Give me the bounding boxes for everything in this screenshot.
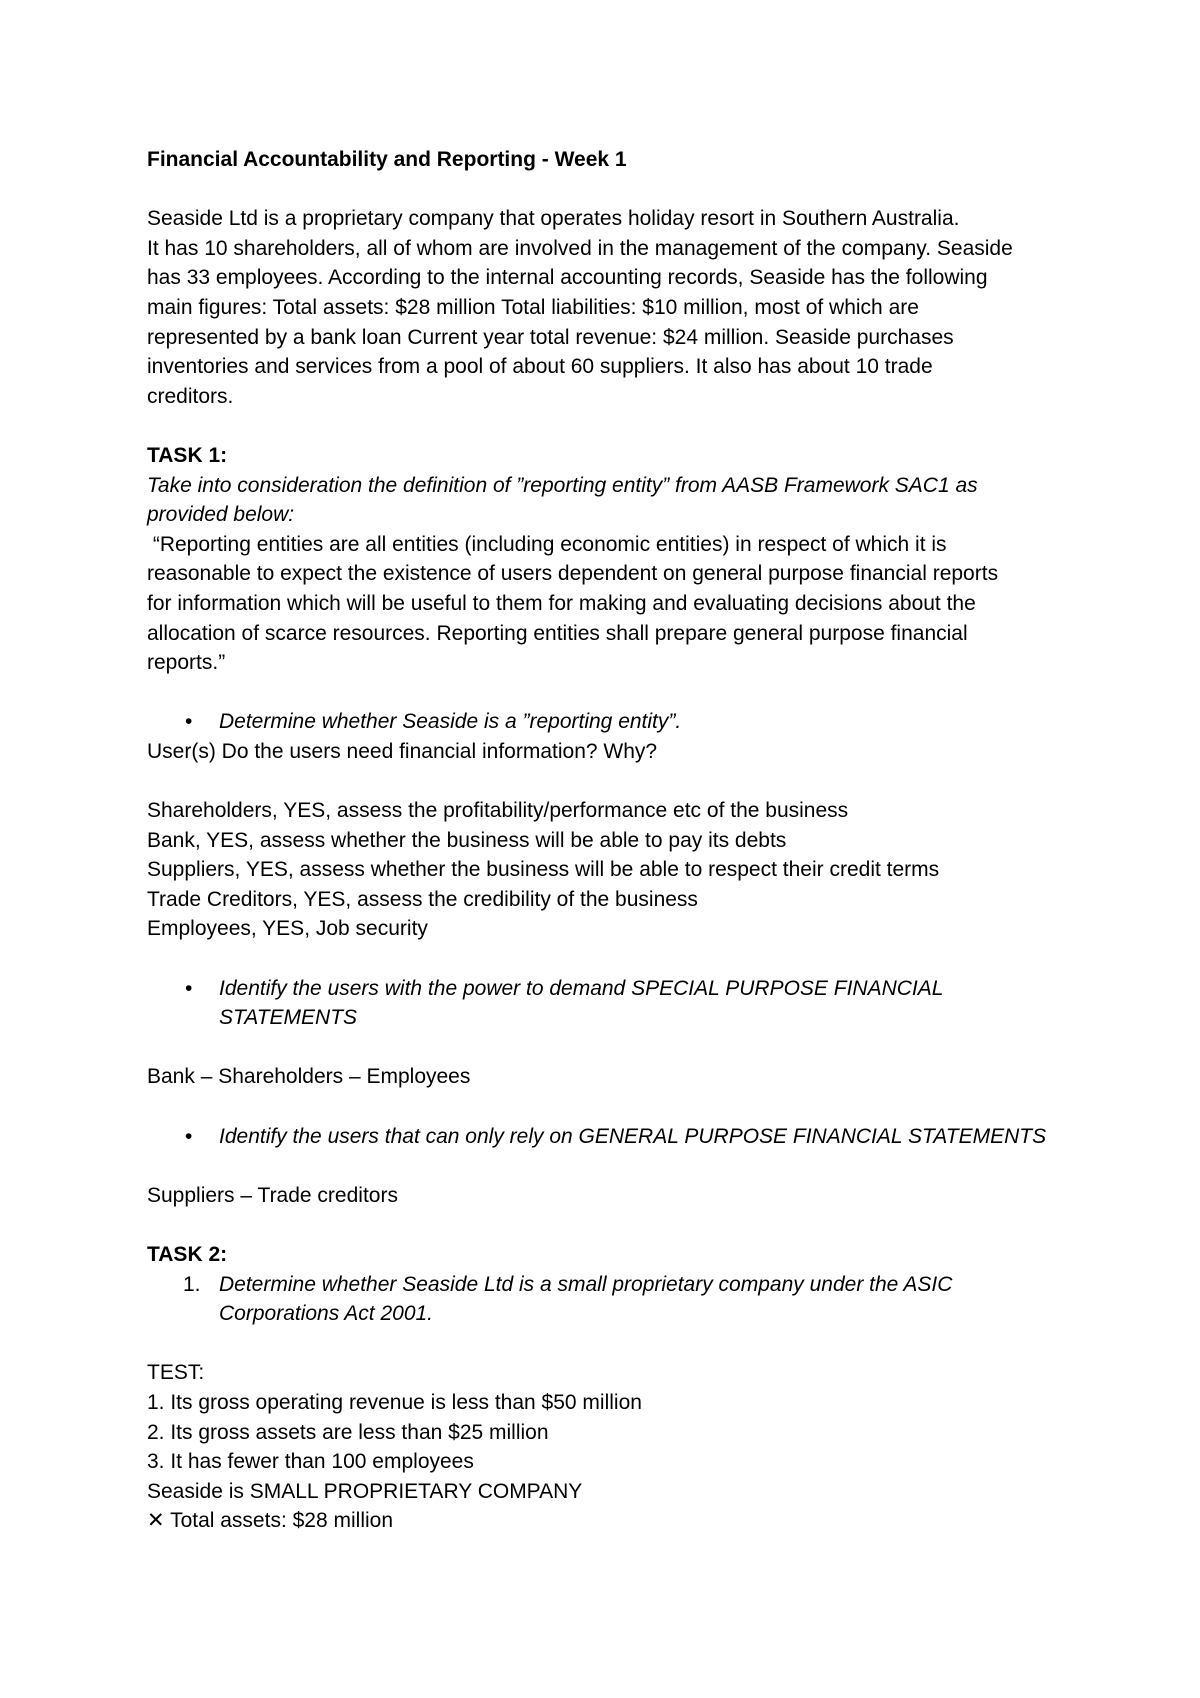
document-title: Financial Accountability and Reporting - Week 1 [147, 148, 627, 171]
quote-line: allocation of scarce resources. Reporting entities shall prepare general purpose financial [147, 621, 968, 645]
general-purpose-answer: Suppliers – Trade creditors [147, 1183, 398, 1207]
spacer [147, 1151, 1087, 1181]
task1-heading: TASK 1: [147, 443, 228, 467]
intro-line: has 33 employees. According to the internal accounting records, Seaside has the following [147, 266, 988, 290]
spacer [147, 1033, 1087, 1063]
bullet-icon: • [185, 976, 193, 1000]
numbered-item-line: Corporations Act 2001. [219, 1302, 434, 1326]
users-list [147, 796, 1087, 944]
quote-line: for information which will be useful to them for making and evaluating decisions about the [147, 591, 976, 615]
spacer [147, 678, 1087, 708]
spacer [147, 175, 1087, 205]
cross-icon: ✕ [147, 1509, 165, 1533]
test-list-item: 1. Its gross operating revenue is less than $50 million [147, 1390, 642, 1414]
bullet-item-reporting-entity [147, 707, 1087, 737]
bullet-text-line: STATEMENTS [219, 1006, 358, 1030]
intro-paragraph [147, 204, 1087, 411]
instruction-line: Take into consideration the definition of ”reporting entity” from AASB Framework SAC1 as [147, 473, 978, 497]
users-list-item: Bank, YES, assess whether the business will be able to pay its debts [147, 828, 787, 852]
users-list-item: Shareholders, YES, assess the profitability/performance etc of the business [147, 799, 849, 823]
task2-heading: TASK 2: [147, 1242, 228, 1266]
quote-line: reports.” [147, 651, 226, 675]
bullet-item-special-purpose [147, 974, 1087, 1033]
test-list [147, 1388, 1087, 1477]
intro-line: creditors. [147, 384, 234, 408]
bullet-text [219, 974, 1087, 1033]
bullet-icon: • [185, 710, 193, 734]
numbered-item-text [219, 1270, 1087, 1329]
spacer [147, 944, 1087, 974]
bullet-text: Determine whether Seaside is a ”reporting entity”. [219, 710, 682, 734]
users-list-item: Employees, YES, Job security [147, 917, 428, 941]
item-number: 1. [183, 1272, 201, 1296]
bullet-item-general-purpose [147, 1122, 1087, 1152]
spacer [147, 766, 1087, 796]
users-header: User(s) Do the users need financial information? Why? [147, 739, 658, 763]
spacer [147, 1329, 1087, 1359]
intro-line: inventories and services from a pool of about 60 suppliers. It also has about 10 trade [147, 355, 933, 379]
bullet-text: Identify the users that can only rely on GENERAL PURPOSE FINANCIAL STATEMENTS [219, 1124, 1047, 1148]
numbered-item-line: Determine whether Seaside Ltd is a small proprietary company under the ASIC [219, 1272, 953, 1296]
document-page [147, 145, 1087, 1536]
intro-line: represented by a bank loan Current year total revenue: $24 million. Seaside purchases [147, 325, 954, 349]
intro-line: Seaside Ltd is a proprietary company that operates holiday resort in Southern Australia. [147, 207, 960, 231]
definition-quote [147, 530, 1087, 678]
spacer [147, 1210, 1087, 1240]
users-list-item: Trade Creditors, YES, assess the credibility of the business [147, 887, 698, 911]
test-heading: TEST: [147, 1361, 205, 1385]
intro-line: It has 10 shareholders, all of whom are involved in the management of the company. Seaside [147, 236, 1013, 260]
quote-line: reasonable to expect the existence of users dependent on general purpose financial reports [147, 562, 999, 586]
intro-line: main figures: Total assets: $28 million Total liabilities: $10 million, most of which are [147, 295, 919, 319]
instruction-line: provided below: [147, 503, 295, 527]
bullet-icon: • [185, 1124, 193, 1148]
test-list-item: 3. It has fewer than 100 employees [147, 1450, 474, 1474]
users-list-item: Suppliers, YES, assess whether the business will be able to respect their credit terms [147, 858, 940, 882]
conclusion: Seaside is SMALL PROPRIETARY COMPANY [147, 1479, 583, 1503]
quote-line: “Reporting entities are all entities (including economic entities) in respect of which it is [147, 532, 947, 556]
bullet-text-line: Identify the users with the power to demand SPECIAL PURPOSE FINANCIAL [219, 976, 944, 1000]
cross-note-row [147, 1506, 1087, 1536]
special-purpose-answer: Bank – Shareholders – Employees [147, 1065, 471, 1089]
spacer [147, 411, 1087, 441]
spacer [147, 1092, 1087, 1122]
task1-instruction [147, 471, 1087, 530]
numbered-item [147, 1270, 1087, 1329]
test-list-item: 2. Its gross assets are less than $25 million [147, 1420, 549, 1444]
cross-note-text: Total assets: $28 million [164, 1509, 394, 1533]
